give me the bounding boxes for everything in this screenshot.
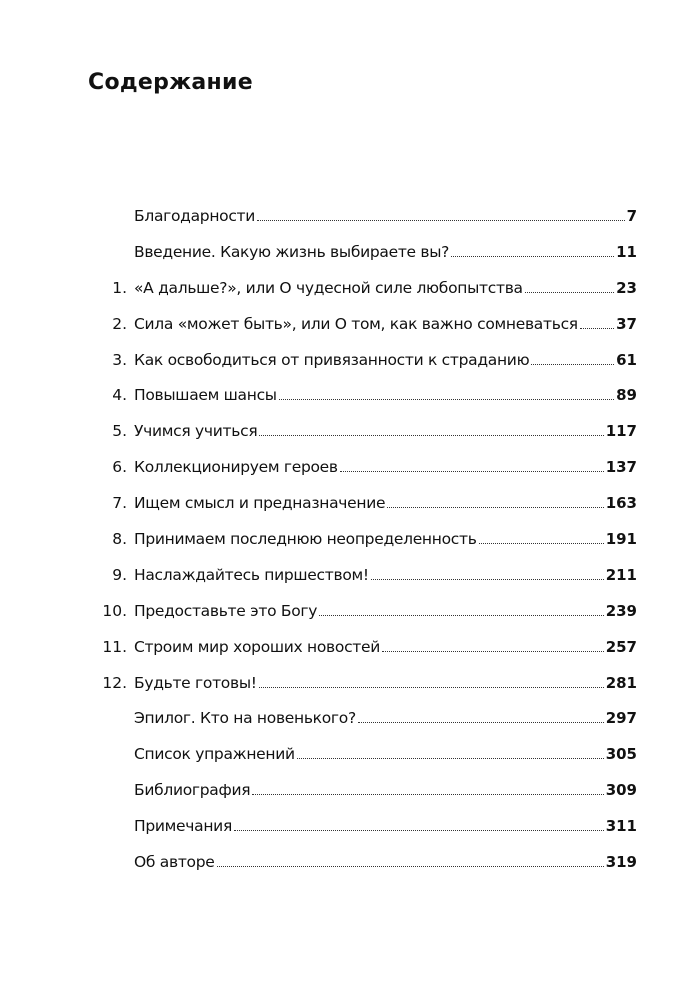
dot-leader bbox=[259, 686, 604, 688]
toc-entry-number: 2. bbox=[112, 314, 127, 333]
toc-entry-title: Ищем смысл и предназначение bbox=[134, 494, 386, 513]
toc-entry-number: 7. bbox=[112, 494, 127, 513]
toc-entry-title: Строим мир хороших новостей bbox=[134, 637, 381, 656]
dot-leader bbox=[525, 291, 614, 293]
dot-leader bbox=[382, 650, 604, 652]
toc-entry-title: Введение. Какую жизнь выбираете вы? bbox=[134, 242, 450, 261]
toc-entry-number: 10. bbox=[102, 601, 127, 620]
toc-entry-page: 239 bbox=[605, 601, 637, 620]
toc-entry-page: 7 bbox=[626, 207, 637, 225]
toc-entry-introduction[interactable] bbox=[0, 236, 697, 272]
toc-entry-page: 11 bbox=[616, 242, 637, 261]
toc-entry-chapter-9[interactable] bbox=[0, 559, 697, 595]
toc-entry-acknowledgments[interactable] bbox=[0, 200, 697, 236]
toc-entry-epilogue[interactable] bbox=[0, 702, 697, 738]
toc-entry-title: Принимаем последнюю неопределенность bbox=[134, 530, 477, 549]
toc-entry-page: 37 bbox=[616, 314, 637, 333]
toc-entry-page: 311 bbox=[605, 817, 637, 836]
toc-entry-number: 9. bbox=[112, 565, 127, 584]
dot-leader bbox=[257, 219, 625, 221]
toc-entry-title: Коллекционируем героев bbox=[134, 458, 338, 477]
toc-entry-title: Библиография bbox=[134, 781, 251, 800]
dot-leader bbox=[358, 721, 604, 723]
dot-leader bbox=[319, 614, 604, 616]
toc-entry-number: 12. bbox=[102, 673, 127, 692]
toc-entry-title: Предоставьте это Богу bbox=[134, 601, 318, 620]
toc-entry-chapter-12[interactable] bbox=[0, 667, 697, 703]
toc-entry-bibliography[interactable] bbox=[0, 774, 697, 810]
toc-entry-title: Наслаждайтесь пиршеством! bbox=[134, 565, 369, 584]
toc-entry-title: Будьте готовы! bbox=[134, 673, 257, 692]
toc-entry-number: 6. bbox=[112, 458, 127, 477]
toc-entry-title: «А дальше?», или О чудесной силе любопытства bbox=[134, 278, 523, 297]
toc-entry-number: 8. bbox=[112, 530, 127, 549]
toc-entry-title: Примечания bbox=[134, 817, 232, 836]
toc-entry-page: 257 bbox=[605, 637, 637, 656]
toc-entry-number: 11. bbox=[102, 637, 127, 656]
toc-entry-page: 163 bbox=[605, 494, 637, 513]
dot-leader bbox=[451, 255, 614, 257]
page-title: Содержание bbox=[88, 70, 253, 95]
toc-entry-chapter-7[interactable] bbox=[0, 487, 697, 523]
dot-leader bbox=[252, 793, 603, 795]
toc-entry-number: 3. bbox=[112, 350, 127, 369]
toc-entry-page: 191 bbox=[605, 530, 637, 549]
toc-entry-number: 1. bbox=[112, 278, 127, 297]
toc-entry-chapter-10[interactable] bbox=[0, 595, 697, 631]
toc-entry-chapter-8[interactable] bbox=[0, 523, 697, 559]
dot-leader bbox=[580, 327, 614, 329]
toc-entry-title: Об авторе bbox=[134, 853, 215, 872]
toc-entry-chapter-2[interactable] bbox=[0, 308, 697, 344]
toc-entry-page: 297 bbox=[605, 709, 637, 728]
toc-entry-page: 319 bbox=[605, 853, 637, 872]
toc-entry-page: 23 bbox=[616, 278, 637, 297]
toc-entry-title: Список упражнений bbox=[134, 745, 295, 764]
toc-entry-chapter-6[interactable] bbox=[0, 451, 697, 487]
toc-entry-notes[interactable] bbox=[0, 810, 697, 846]
toc-entry-number: 4. bbox=[112, 386, 127, 405]
dot-leader bbox=[297, 757, 604, 759]
dot-leader bbox=[531, 363, 614, 365]
toc-entry-chapter-1[interactable] bbox=[0, 272, 697, 308]
toc-entry-page: 211 bbox=[605, 565, 637, 584]
dot-leader bbox=[371, 578, 604, 580]
dot-leader bbox=[387, 506, 603, 508]
dot-leader bbox=[217, 865, 604, 867]
toc-entry-page: 117 bbox=[605, 422, 637, 441]
toc-entry-title: Учимся учиться bbox=[134, 422, 258, 441]
toc-entry-number: 5. bbox=[112, 422, 127, 441]
toc-entry-title: Сила «может быть», или О том, как важно сомневаться bbox=[134, 314, 578, 333]
toc-entry-page: 305 bbox=[605, 745, 637, 764]
toc-entry-title: Повышаем шансы bbox=[134, 386, 277, 405]
dot-leader bbox=[340, 470, 604, 472]
toc-entry-page: 309 bbox=[605, 781, 637, 800]
toc-entry-title: Эпилог. Кто на новенького? bbox=[134, 709, 356, 728]
toc-entry-exercises[interactable] bbox=[0, 738, 697, 774]
toc-entry-about-author[interactable] bbox=[0, 846, 697, 882]
toc-entry-title: Как освободиться от привязанности к страданию bbox=[134, 350, 530, 369]
toc-entry-page: 61 bbox=[616, 350, 637, 369]
dot-leader bbox=[479, 542, 604, 544]
dot-leader bbox=[234, 829, 604, 831]
toc-entry-page: 281 bbox=[605, 673, 637, 692]
toc-entry-chapter-3[interactable] bbox=[0, 344, 697, 380]
toc-entry-title: Благодарности bbox=[134, 207, 256, 225]
toc-entry-page: 137 bbox=[605, 458, 637, 477]
table-of-contents bbox=[0, 200, 697, 882]
toc-entry-page: 89 bbox=[616, 386, 637, 405]
dot-leader bbox=[279, 398, 614, 400]
toc-entry-chapter-4[interactable] bbox=[0, 379, 697, 415]
dot-leader bbox=[259, 434, 603, 436]
toc-entry-chapter-11[interactable] bbox=[0, 631, 697, 667]
toc-entry-chapter-5[interactable] bbox=[0, 415, 697, 451]
